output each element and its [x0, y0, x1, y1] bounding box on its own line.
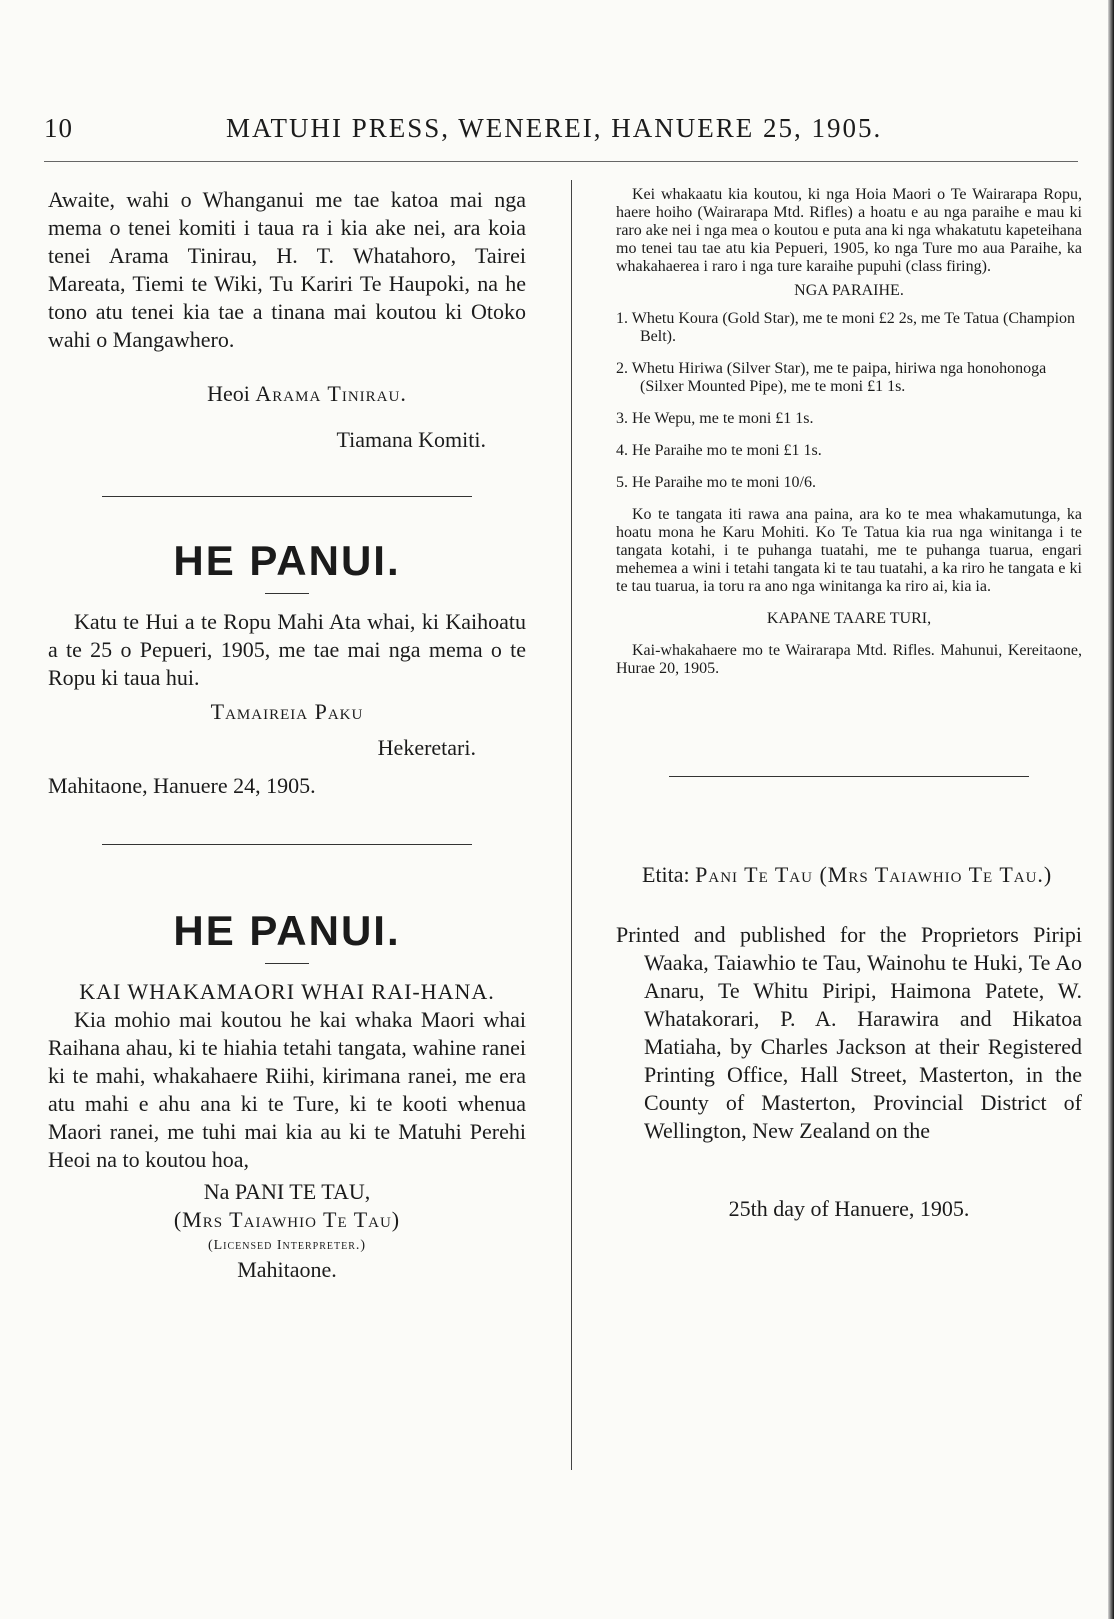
column-divider [571, 180, 572, 1470]
prizes-heading: NGA PARAIHE. [794, 282, 904, 299]
separator-3 [669, 776, 1029, 777]
notice3-subheading: KAI WHAKAMAORI WHAI RAI-HANA. [79, 979, 495, 1004]
notice2-signer: Tamaireia Paku [210, 699, 364, 724]
imprint-date: 25th day of Hanuere, 1905. [728, 1196, 970, 1221]
notice3-licence: (Licensed Interpreter.) [207, 1238, 367, 1253]
notice3-heading: HE PANUI. [173, 907, 401, 954]
prize-item: 5. He Paraihe mo te moni 10/6. [616, 474, 816, 491]
prize-item: 2. Whetu Hiriwa (Silver Star), me te paipa, hiriwa nga honohonoga (Silxer Mounted Pipe), me te moni £1 1s. [616, 360, 1047, 395]
notice2-signer-title: Hekeretari. [377, 735, 476, 760]
prize-item: 3. He Wepu, me te moni £1 1s. [616, 410, 814, 427]
notice1-text: Awaite, wahi o Whanganui me tae katoa mai nga mema o tenei komiti i taua ra i kia ake nei, ara koia tenei Arama Tinirau, H. T. Whatahoro, Tairei Mareata, Tiemi te Wiki, Tu Kariri Te Haupoki, na he tono atu tenei kia tae a tinana mai koutou ki Otoko wahi o Mangawhero. [48, 187, 526, 352]
notice3-place: Mahitaone. [237, 1257, 337, 1282]
editor-text: Pani Te Tau (Mrs Taiawhio Te Tau.) [695, 862, 1053, 887]
masthead: MATUHI PRESS, WENEREI, HANUERE 25, 1905. [226, 113, 883, 143]
page-number: 10 [44, 113, 73, 143]
editor-line [616, 861, 1082, 889]
prize-item: 4. He Paraihe mo te moni £1 1s. [616, 442, 822, 459]
header-rule [44, 161, 1078, 162]
rifles-signer-title: Kai-whakahaere mo te Wairarapa Mtd. Rifles. Mahunui, Kereitaone, Hurae 20, 1905. [616, 642, 1082, 677]
separator-2 [102, 844, 472, 845]
notice1-signoff [48, 380, 526, 408]
heading-rule [265, 963, 309, 964]
notice1-signoff-name: Arama Tinirau. [255, 381, 407, 406]
heading-rule [265, 593, 309, 594]
separator-1 [102, 496, 472, 497]
imprint: Printed and published for the Proprietors Piripi Waaka, Taiawhio te Tau, Wainohu te Huki, Te Ao Anaru, Te Whitu Piripi, Haimona Patete, W. Whatakorari, P. A. Harawira and Hikatoa Matiaha, by Charles Jackson at their Registered Printing Office, Hall Street, Masterton, in the County of Masterton, Provincial District of Wellington, New Zealand on the [616, 922, 1082, 1143]
prize-rules: Ko te tangata iti rawa ana paina, ara ko te mea whakamutunga, ka hoatu mona he Karu Mohiti. Ko Te Tatua kia rua nga winitanga i te tangata kotahi, i te puhanga tuatahi, me te puhanga tuarua, engari mehemea a wini i tetahi tangata ki te tau tuatahi, a ka riro he tangata e ki te tau tuarua, ia toru ra ano nga winitanga ka riro ai, kia ia. [616, 506, 1082, 595]
rifles-intro: Kei whakaatu kia koutou, ki nga Hoia Maori o Te Wairarapa Ropu, haere hoiho (Wairarapa Mtd. Rifles) a hoatu e au nga paraihe e mau ki raro ake nei i nga mea o koutou e puta ana ki nga whakatutu kapeteihana mo tenei tau tae atu kia Pepueri, 1905, ko nga Ture mo aua Paraihe, ka whakahaerea i raro i nga ture karaihe pupuhi (class firing). [616, 186, 1082, 275]
notice1-signoff-prefix: Heoi [207, 381, 250, 406]
rifles-signer: KAPANE TAARE TURI, [766, 610, 932, 627]
notice2-place-date: Mahitaone, Hanuere 24, 1905. [48, 773, 316, 798]
editor-label: Etita: [642, 862, 690, 887]
notice3-text: Kia mohio mai koutou he kai whaka Maori whai Raihana ahau, ki te hiahia tetahi tangata, wahine ranei ki te mahi, whakahaere Riihi, kirimana ranei, me era atu mahi e ahu ana ki te Ture, ki te kooti whenua Maori ranei, me tuhi mai kia au ki te Matuhi Perehi Heoi na to koutou hoa, [48, 1007, 526, 1172]
scan-edge [1108, 0, 1114, 1619]
page-header [44, 113, 1074, 149]
notice1-signoff-title: Tiamana Komiti. [336, 427, 486, 452]
left-column [48, 186, 526, 1284]
notice2-text: Katu te Hui a te Ropu Mahi Ata whai, ki Kaihoatu a te 25 o Pepueri, 1905, me tae mai nga mema o te Ropu ki taua hui. [48, 609, 526, 690]
notice2-heading: HE PANUI. [173, 537, 401, 584]
prize-item: 1. Whetu Koura (Gold Star), me te moni £2 2s, me Te Tatua (Champion Belt). [616, 310, 1076, 345]
notice3-signer-alt: (Mrs Taiawhio Te Tau) [173, 1207, 401, 1232]
right-column [616, 186, 1082, 1223]
notice3-signer: Na PANI TE TAU, [203, 1179, 371, 1204]
